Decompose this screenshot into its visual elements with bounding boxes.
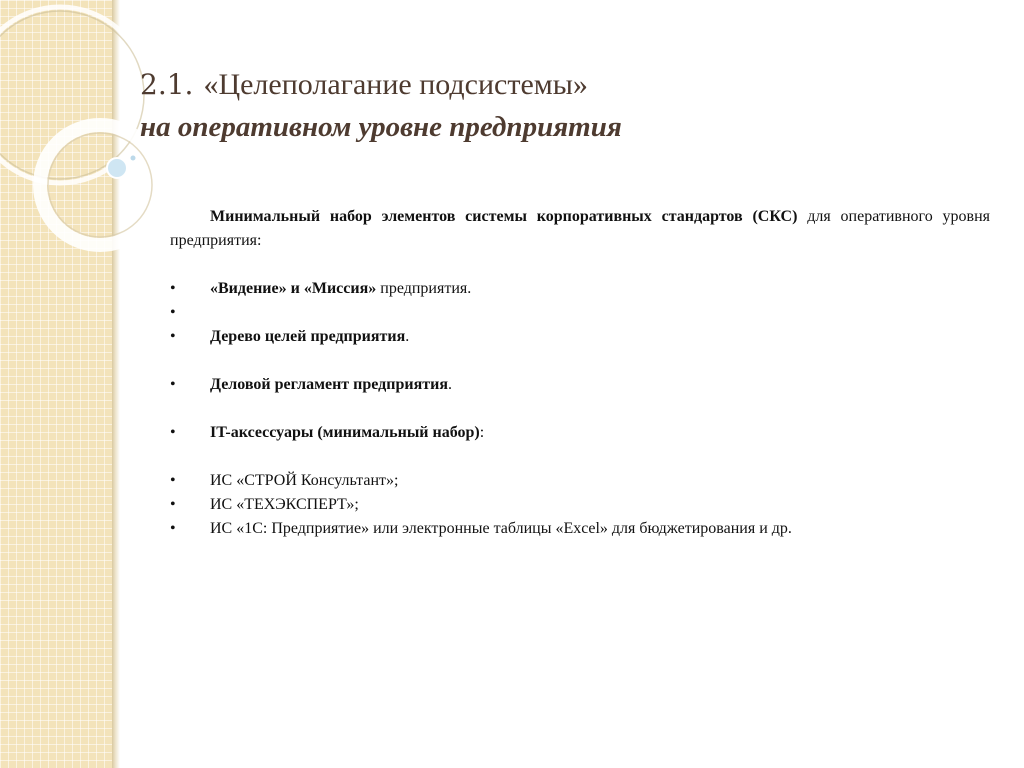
slide-body [170, 205, 990, 541]
bullet-icon: • [170, 376, 176, 393]
bubble-dot-small [131, 156, 136, 161]
list-item: • Деловой регламент предприятия. [170, 373, 990, 397]
list-item: • ИС «СТРОЙ Консультант»; [170, 469, 990, 493]
bullet-icon: • [170, 280, 176, 297]
bullet-list [170, 277, 990, 541]
slide-title: «Целеполагание подсистемы» [203, 68, 588, 101]
list-item: • «Видение» и «Миссия» предприятия. [170, 277, 990, 301]
bullet-icon: • [170, 424, 176, 441]
list-item: • ИС «ТЕХЭКСПЕРТ»; [170, 493, 990, 517]
intro-paragraph [170, 205, 990, 253]
slide-number: 2.1. [140, 68, 194, 101]
intro-rest: для оперативного уровня предприятия: [170, 208, 990, 249]
bullet-icon: • [170, 328, 176, 345]
bullet-icon: • [170, 496, 176, 513]
list-item: • ИС «1С: Предприятие» или электронные таблицы «Excel» для бюджетирования и др. [170, 517, 990, 541]
bullet-icon: • [170, 472, 176, 489]
bubble-dot [107, 158, 127, 178]
bullet-icon: • [170, 520, 176, 537]
list-item: • Дерево целей предприятия. [170, 325, 990, 349]
list-item [170, 301, 990, 325]
list-item: • IT-аксессуары (минимальный набор): [170, 421, 990, 445]
large-arc [0, 7, 148, 183]
slide-subtitle: на оперативном уровне предприятия [140, 111, 622, 143]
intro-bold: Минимальный набор элементов системы корпоративных стандартов (СКС) [210, 208, 798, 225]
slide-title-block [140, 64, 1000, 148]
decorative-circles [0, 0, 160, 280]
bullet-icon: • [170, 304, 176, 321]
